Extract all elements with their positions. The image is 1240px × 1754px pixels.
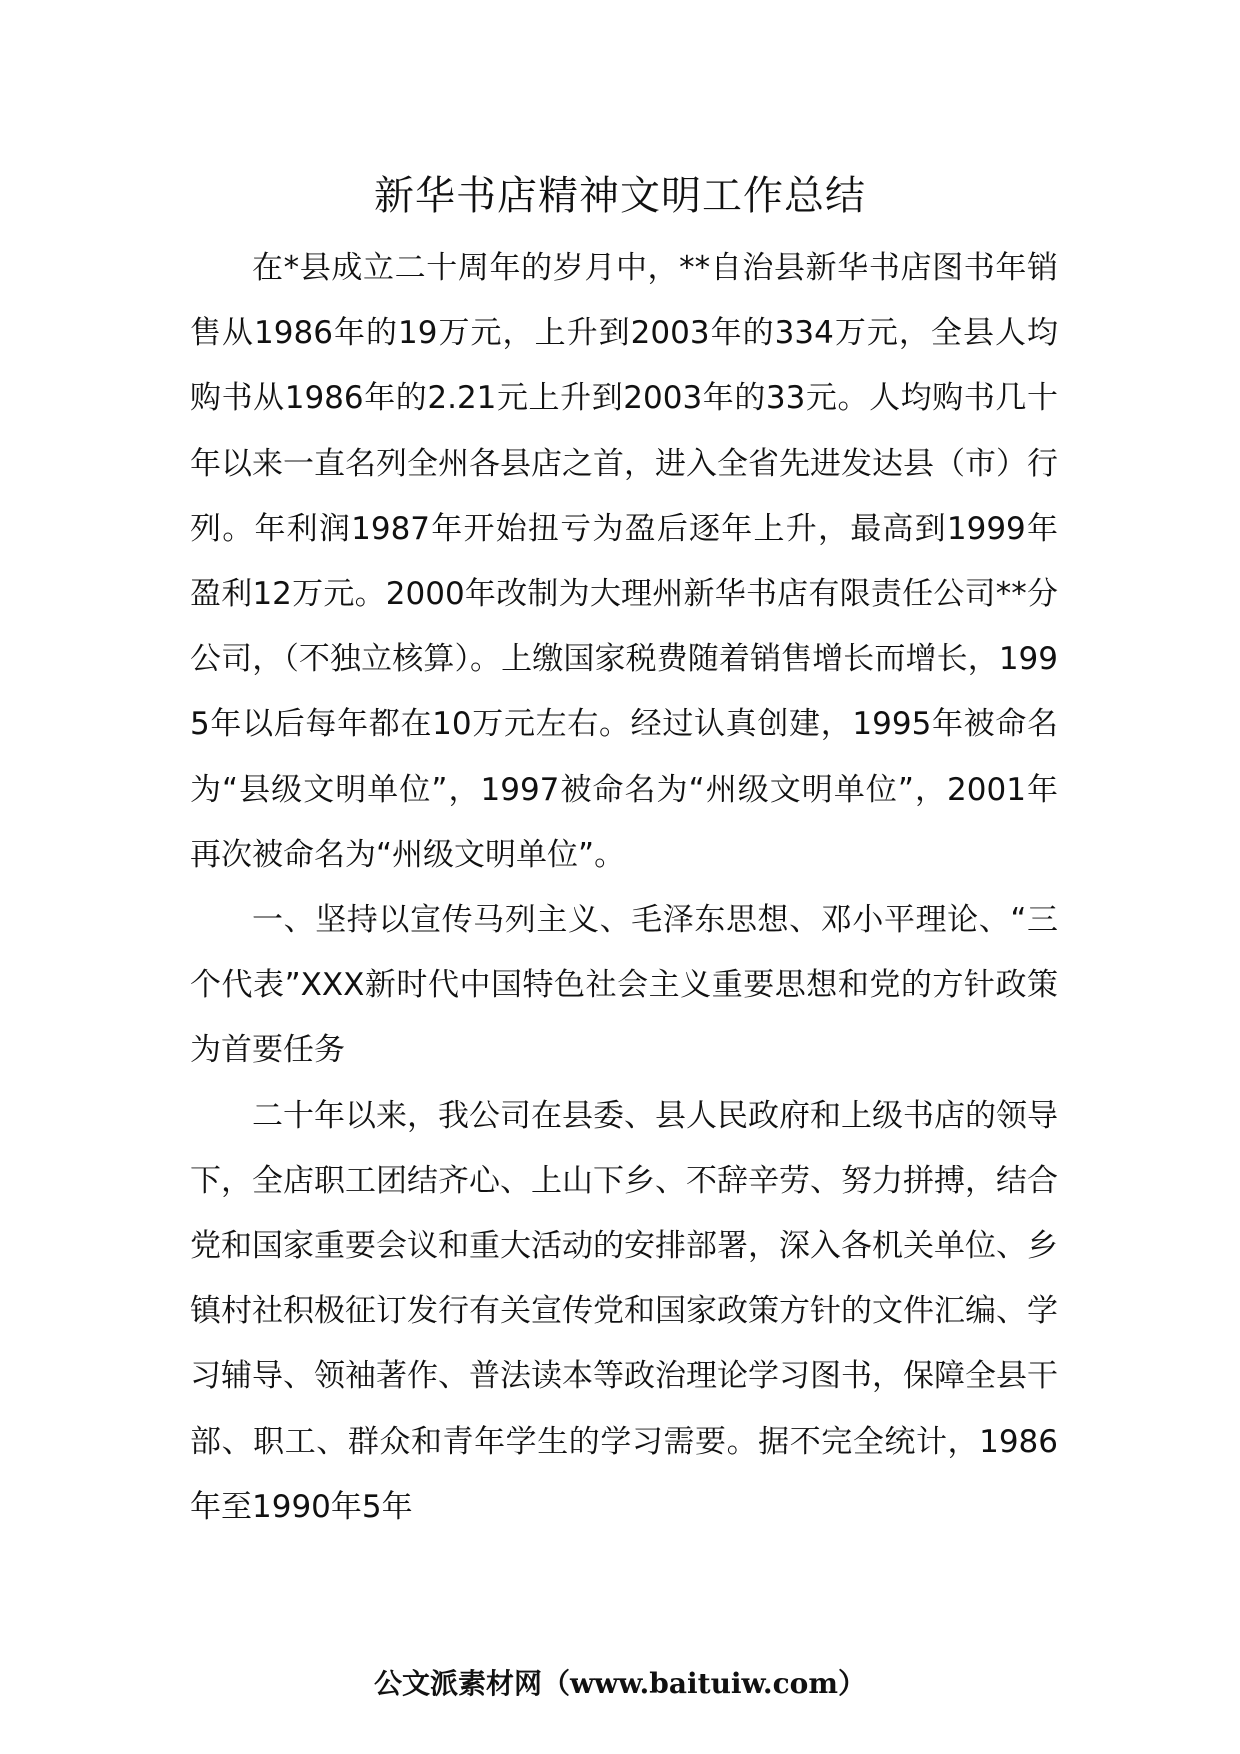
section-heading-1: 一、坚持以宣传马列主义、毛泽东思想、邓小平理论、“三个代表”XXX新时代中国特色社会主义重要思想和党的方针政策为首要任务	[190, 902, 1058, 1069]
document-body	[190, 236, 1058, 1540]
paragraph-intro: 在*县成立二十周年的岁月中，**自治县新华书店图书年销售从1986年的19万元，上升到2003年的334万元，全县人均购书从1986年的2.21元上升到2003年的33元。人均购书几十年以来一直名列全州各县店之首，进入全省先进发达县（市）行列。年利润1987年开始扭亏为盈后逐年上升，最高到1999年盈利12万元。2000年改制为大理州新华书店有限责任公司**分公司，（不独立核算）。上缴国家税费随着销售增长而增长，1995年以后每年都在10万元左右。经过认真创建，1995年被命名为“县级文明单位”，1997被命名为“州级文明单位”，2001年再次被命名为“州级文明单位”。	[190, 250, 1058, 873]
paragraph-section-1: 二十年以来，我公司在县委、县人民政府和上级书店的领导下，全店职工团结齐心、上山下乡、不辞辛劳、努力拼搏，结合党和国家重要会议和重大活动的安排部署，深入各机关单位、乡镇村社积极征订发行有关宣传党和国家政策方针的文件汇编、学习辅导、领袖著作、普法读本等政治理论学习图书，保障全县干部、职工、群众和青年学生的学习需要。据不完全统计，1986年至1990年5年	[190, 1097, 1058, 1525]
footer-watermark: 公文派素材网（www.baituiw.com）	[374, 1667, 866, 1700]
document-title: 新华书店精神文明工作总结	[374, 173, 866, 219]
